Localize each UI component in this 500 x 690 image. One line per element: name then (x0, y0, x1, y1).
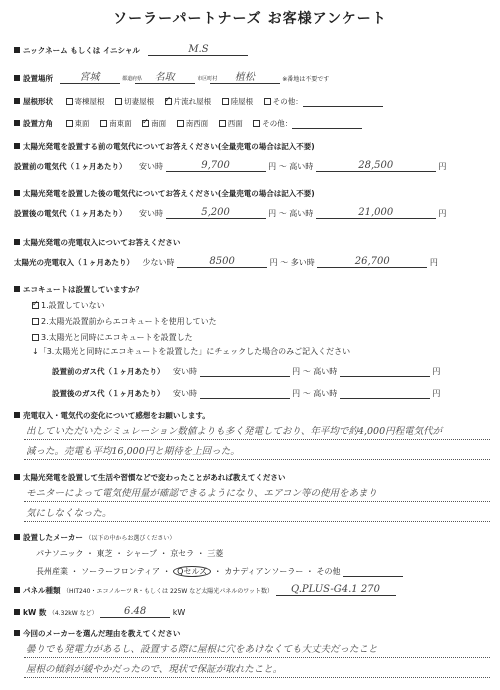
ecocute-checkbox-2[interactable] (32, 334, 39, 341)
lifestyle-line-0: モニターによって電気使用量が確認できるようになり、エアコン等の使用をあまり (26, 488, 378, 499)
impression-line-1: 減った。売電も平均16,000円と期待を上回った。 (26, 446, 240, 457)
direction-checkbox-5[interactable] (253, 120, 260, 127)
district-field[interactable]: 植松 (210, 68, 280, 84)
gas-after-low-field[interactable] (200, 389, 290, 399)
maker-other-field[interactable] (343, 567, 403, 577)
bill-after-low-field[interactable]: 5,200 (166, 207, 266, 219)
bullet-icon (14, 474, 20, 480)
bullet-icon (14, 239, 20, 245)
income-label: 太陽光の売電収入（１ヶ月あたり） (14, 258, 134, 267)
reason-line-0: 曇りでも発電力があるし、設置する際に屋根に穴をあけなくても大丈夫だったこと (26, 644, 378, 655)
direction-checkbox-4[interactable] (219, 120, 226, 127)
roof-option-2: 片流れ屋根 (173, 97, 212, 106)
bill-before-low-field[interactable]: 9,700 (166, 160, 266, 172)
bill-before-high-field[interactable]: 28,500 (316, 160, 436, 172)
income-heading: 太陽光発電の売電収入についてお答えください (14, 237, 180, 248)
kw-field[interactable]: 6.48 (100, 606, 170, 618)
gas-before-low-field[interactable] (200, 367, 290, 377)
direction-option-4: 西面 (227, 119, 243, 128)
high-label: 高い時 (289, 162, 314, 171)
bullet-icon (14, 47, 20, 53)
maker-option-4[interactable]: 三菱 (207, 549, 224, 558)
direction-option-2: 南面 (151, 119, 167, 128)
city-unit: 市区町村 (197, 75, 218, 82)
low-label: 安い時 (139, 162, 164, 171)
maker-option-6[interactable]: ソーラーフロンティア (81, 567, 161, 576)
gas-before-row: 設置前のガス代（１ヶ月あたり） 安い時 円 ～ 高い時 円 (52, 367, 441, 376)
bullet-icon (14, 587, 20, 593)
bill-after-high-field[interactable]: 21,000 (316, 207, 436, 219)
bullet-icon (14, 630, 20, 636)
reason-line-1: 屋根の傾斜が緩やかだったので、現状で保証が取れたこと。 (26, 664, 283, 675)
roof-option-3: 陸屋根 (230, 97, 254, 106)
location-note: ※番地は不要です (282, 76, 330, 83)
roof-checkbox-4[interactable] (264, 98, 271, 105)
bill-before-row: 設置前の電気代（１ヶ月あたり） 安い時 9,700 円 ～ 高い時 28,500 円 (14, 160, 447, 171)
ecocute-checkbox-0[interactable] (32, 302, 39, 309)
maker-option-3[interactable]: 京セラ (170, 549, 195, 558)
impression-line-0: 出していただいたシミュレーション数値よりも多く発電しており、年平均で約4,000円程電気代が (26, 426, 443, 437)
direction-checkbox-2[interactable] (142, 120, 149, 127)
income-high-field[interactable]: 26,700 (317, 256, 427, 268)
maker-option-7-selected[interactable]: Qセルズ (173, 566, 211, 577)
maker-row-1: パナソニック ・ 東芝 ・ シャープ ・ 京セラ ・ 三菱 (36, 549, 224, 558)
direction-other-field[interactable] (292, 128, 362, 129)
roof-other-field[interactable] (303, 106, 383, 107)
bullet-icon (14, 534, 20, 540)
ecocute-note: ↓「3.太陽光と同時にエコキュートを設置した」にチェックした場合のみご記入ください (32, 347, 351, 356)
roof-option-4: その他： (272, 97, 303, 106)
lifestyle-heading: 太陽光発電を設置して生活や習慣などで変わったことがあれば教えてください (14, 472, 285, 483)
lifestyle-textarea[interactable] (24, 482, 490, 522)
bullet-icon (14, 75, 20, 81)
ecocute-heading: エコキュートは設置していますか？ (14, 284, 143, 295)
maker-heading: 設置したメーカー （以下の中からお選びください） (14, 532, 175, 543)
direction-label: 設置方角 (23, 119, 53, 128)
income-row: 太陽光の売電収入（１ヶ月あたり） 少ない時 8500 円 ～ 多い時 26,700 円 (14, 256, 438, 267)
roof-row (14, 96, 391, 107)
direction-checkbox-0[interactable] (66, 120, 73, 127)
maker-option-9[interactable]: その他 (316, 567, 341, 576)
direction-checkbox-1[interactable] (100, 120, 107, 127)
gas-after-row: 設置後のガス代（１ヶ月あたり） 安い時 円 ～ 高い時 円 (52, 389, 441, 398)
ecocute-option-2-row: 3.太陽光と同時にエコキュートを設置した (32, 332, 193, 343)
maker-row-2: 長州産業 ・ ソーラーフロンティア ・ Qセルズ ・ カナディアンソーラー ・ その他 (36, 566, 403, 577)
bullet-icon (14, 609, 20, 615)
roof-checkbox-3[interactable] (222, 98, 229, 105)
maker-option-2[interactable]: シャープ (125, 549, 158, 558)
bill-before-heading: 太陽光発電を設置する前の電気代についてお答えください(全量売電の場合は記入不要) (14, 141, 315, 152)
roof-checkbox-1[interactable] (115, 98, 122, 105)
direction-option-0: 東面 (74, 119, 90, 128)
direction-option-3: 南西面 (185, 119, 209, 128)
panel-label: パネル種類 (23, 586, 61, 595)
ecocute-checkbox-1[interactable] (32, 318, 39, 325)
page-title: ソーラーパートナーズ お客様アンケート (113, 11, 387, 27)
roof-checkbox-2[interactable] (165, 98, 172, 105)
direction-row (14, 118, 370, 129)
direction-option-1: 南東面 (109, 119, 132, 128)
reason-textarea[interactable] (24, 638, 490, 678)
location-label: 設置場所 (23, 74, 53, 83)
maker-option-0[interactable]: パナソニック (36, 549, 84, 558)
kw-row: kW 数 （4.32kW など） 6.48 kW (14, 606, 185, 618)
gas-after-high-field[interactable] (340, 389, 430, 399)
nickname-row (14, 44, 248, 56)
impression-heading: 売電収入・電気代の変化について感想をお願いします。 (14, 410, 210, 421)
bill-after-label: 設置後の電気代（１ヶ月あたり） (14, 209, 127, 218)
bullet-icon (14, 412, 20, 418)
city-field[interactable]: 名取 (135, 68, 195, 84)
panel-field[interactable]: Q.PLUS-G4.1 270 (276, 584, 396, 596)
bill-before-label: 設置前の電気代（１ヶ月あたり） (14, 162, 127, 171)
ecocute-option-1-row: 2.太陽光設置前からエコキュートを使用していた (32, 316, 217, 327)
bullet-icon (14, 143, 20, 149)
roof-option-1: 切妻屋根 (124, 97, 155, 106)
bill-after-heading: 太陽光発電を設置した後の電気代についてお答えください(全量売電の場合は記入不要) (14, 188, 315, 199)
gas-before-high-field[interactable] (340, 367, 430, 377)
nickname-field[interactable]: M.S (148, 44, 248, 56)
bullet-icon (14, 190, 20, 196)
bullet-icon (14, 286, 20, 292)
prefecture-unit: 都道府県 (122, 75, 143, 82)
panel-row: パネル種類 （HIT240・エコノルーツ R・もしくは 225W など太陽光パネルのワット数） Q.PLUS-G4.1 270 (14, 584, 396, 596)
roof-option-0: 寄棟屋根 (74, 97, 105, 106)
maker-option-5[interactable]: 長州産業 (36, 567, 68, 576)
income-low-field[interactable]: 8500 (177, 256, 267, 268)
bullet-icon (14, 120, 20, 126)
ecocute-option-0-row: ✓1.設置していない (32, 300, 105, 311)
prefecture-field[interactable]: 宮城 (60, 68, 120, 84)
maker-option-1[interactable]: 東芝 (96, 549, 113, 558)
impression-textarea[interactable] (24, 420, 490, 460)
direction-checkbox-3[interactable] (177, 120, 184, 127)
bullet-icon (14, 98, 20, 104)
maker-option-8[interactable]: カナディアンソーラー (224, 567, 304, 576)
direction-option-5: その他： (262, 119, 293, 128)
reason-heading: 今回のメーカーを選んだ理由を教えてください (14, 628, 180, 639)
kw-label: kW 数 (23, 608, 47, 617)
lifestyle-line-1: 気にしなくなった。 (26, 508, 112, 519)
location-row (14, 68, 329, 84)
nickname-label: ニックネーム もしくは イニシャル (23, 46, 140, 55)
roof-label: 屋根形状 (23, 97, 53, 106)
bill-after-row: 設置後の電気代（１ヶ月あたり） 安い時 5,200 円 ～ 高い時 21,000 円 (14, 207, 447, 218)
roof-checkbox-0[interactable] (66, 98, 73, 105)
